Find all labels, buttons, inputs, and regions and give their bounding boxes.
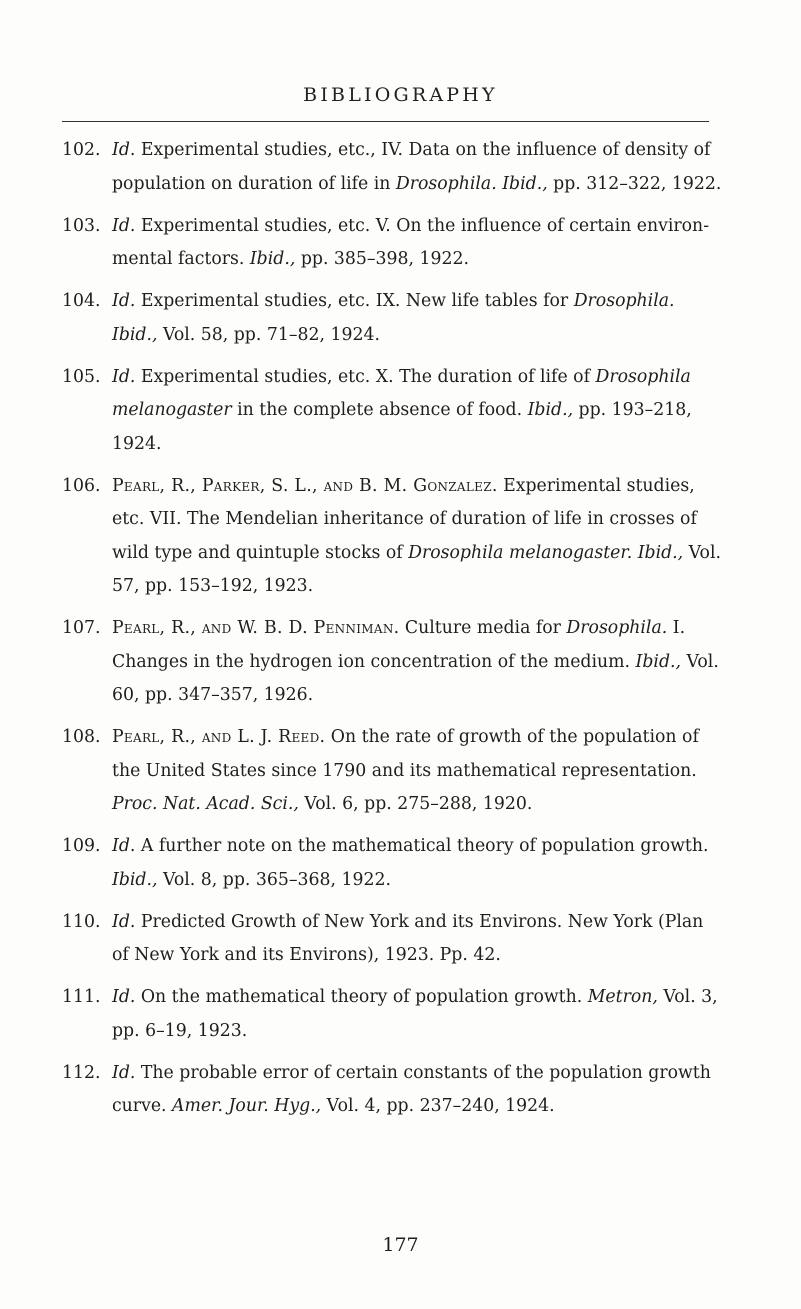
entry-italic: Drosophila. Ibid., (112, 291, 675, 345)
entry-text: Experimental studies, etc. VII. The Mendelian inheritance of duration of life in crosses of wild type and quintuple stocks of (112, 475, 697, 563)
entry-text: Vol. 60, pp. 347–357, 1926. (112, 651, 719, 705)
entry-number: 108. (62, 727, 101, 747)
bibliography-entry-108 (62, 721, 722, 822)
entry-author: Pearl, R., Parker, S. L., and B. M. Gonzalez. (112, 475, 498, 496)
entry-number: 102. (62, 140, 101, 160)
entry-text: Vol. 4, pp. 237–240, 1924. (321, 1096, 555, 1116)
entry-number: 103. (62, 215, 101, 236)
entry-number: 106. (62, 475, 101, 496)
entry-italic: Ibid., (249, 249, 296, 269)
entry-italic: Ibid., (527, 400, 574, 420)
entry-author: Id. (112, 836, 136, 856)
entry-text: On the mathematical theory of population growth. (135, 987, 588, 1007)
entry-text: Vol. 6, pp. 275–288, 1920. (298, 794, 533, 814)
entry-author: Id. (112, 987, 136, 1007)
entry-text: pp. 385–398, 1922. (295, 249, 470, 269)
entry-author: Id. (112, 140, 136, 160)
entry-text: Experimental studies, etc. IX. New life tables for (135, 291, 574, 311)
entry-author: Pearl, R., and L. J. Reed. (112, 727, 326, 747)
bibliography-entry-102 (62, 134, 722, 201)
bibliography-entry-110 (62, 906, 722, 973)
entry-text: I. Changes in the hydrogen ion concentration of the medium. (112, 618, 686, 672)
bibliography-list (62, 134, 722, 1132)
bibliography-entry-109 (62, 830, 722, 897)
bibliography-entry-105 (62, 361, 722, 462)
entry-number: 104. (62, 291, 101, 311)
entry-text: The probable error of certain constants of the population growth curve. (112, 1062, 711, 1116)
entry-italic: Ibid., (635, 651, 681, 672)
bibliography-entry-107 (62, 612, 722, 713)
entry-text: Vol. 58, pp. 71–82, 1924. (157, 324, 380, 345)
entry-author: Id. (112, 215, 136, 236)
entry-italic: Drosophila. Ibid., (395, 173, 548, 194)
entry-number: 107. (62, 618, 101, 638)
entry-author: Id. (112, 911, 136, 932)
entry-text: pp. 193–218, 1924. (112, 400, 692, 454)
entry-italic: Ibid., (112, 869, 158, 890)
entry-author: Id. (112, 366, 136, 387)
entry-italic: Proc. Nat. Acad. Sci., (112, 794, 299, 814)
entry-italic: Amer. Jour. Hyg., (172, 1096, 322, 1116)
entry-text: Experimental studies, etc. X. The duration of life of (135, 366, 596, 387)
entry-number: 110. (62, 911, 101, 932)
entry-number: 109. (62, 836, 101, 856)
entry-number: 112. (62, 1062, 101, 1083)
entry-number: 105. (62, 366, 101, 387)
entry-text: in the complete absence of food. (231, 400, 528, 420)
entry-text: A further note on the mathematical theory of population growth. (135, 836, 709, 856)
entry-italic: Drosophila. (566, 618, 668, 638)
bibliography-entry-106 (62, 470, 722, 604)
entry-text: On the rate of growth of the population of the United States since 1790 and its mathematical representation. (112, 727, 699, 781)
entry-italic: Metron, (587, 987, 658, 1007)
bibliography-entry-104 (62, 285, 722, 352)
entry-number: 111. (62, 987, 101, 1007)
entry-italic: Drosophila melanogaster (112, 366, 691, 420)
entry-italic: Drosophila melanogaster. Ibid., (408, 542, 684, 563)
running-head: BIBLIOGRAPHY (303, 84, 498, 106)
bibliography-entry-103 (62, 210, 722, 277)
entry-text: Predicted Growth of New York and its Environs. New York (Plan of New York and its Environs), 1923. Pp. 42. (112, 911, 704, 965)
bibliography-entry-112 (62, 1057, 722, 1124)
entry-text: Culture media for (399, 618, 567, 638)
header-rule (62, 121, 709, 122)
entry-text: Experimental studies, etc., IV. Data on the influence of density of population on duration of life in (112, 140, 711, 194)
page-number: 177 (382, 1234, 419, 1256)
entry-text: Experimental studies, etc. V. On the influence of certain environmental factors. (112, 215, 710, 269)
entry-text: Vol. 3, pp. 6–19, 1923. (112, 987, 718, 1041)
bibliography-entry-111 (62, 981, 722, 1048)
entry-author: Pearl, R., and W. B. D. Penniman. (112, 618, 400, 638)
entry-text: Vol. 8, pp. 365–368, 1922. (157, 869, 391, 890)
entry-text: pp. 312–322, 1922. (547, 173, 722, 194)
entry-text: Vol. 57, pp. 153–192, 1923. (112, 542, 721, 596)
entry-author: Id. (112, 291, 136, 311)
entry-author: Id. (112, 1062, 136, 1083)
